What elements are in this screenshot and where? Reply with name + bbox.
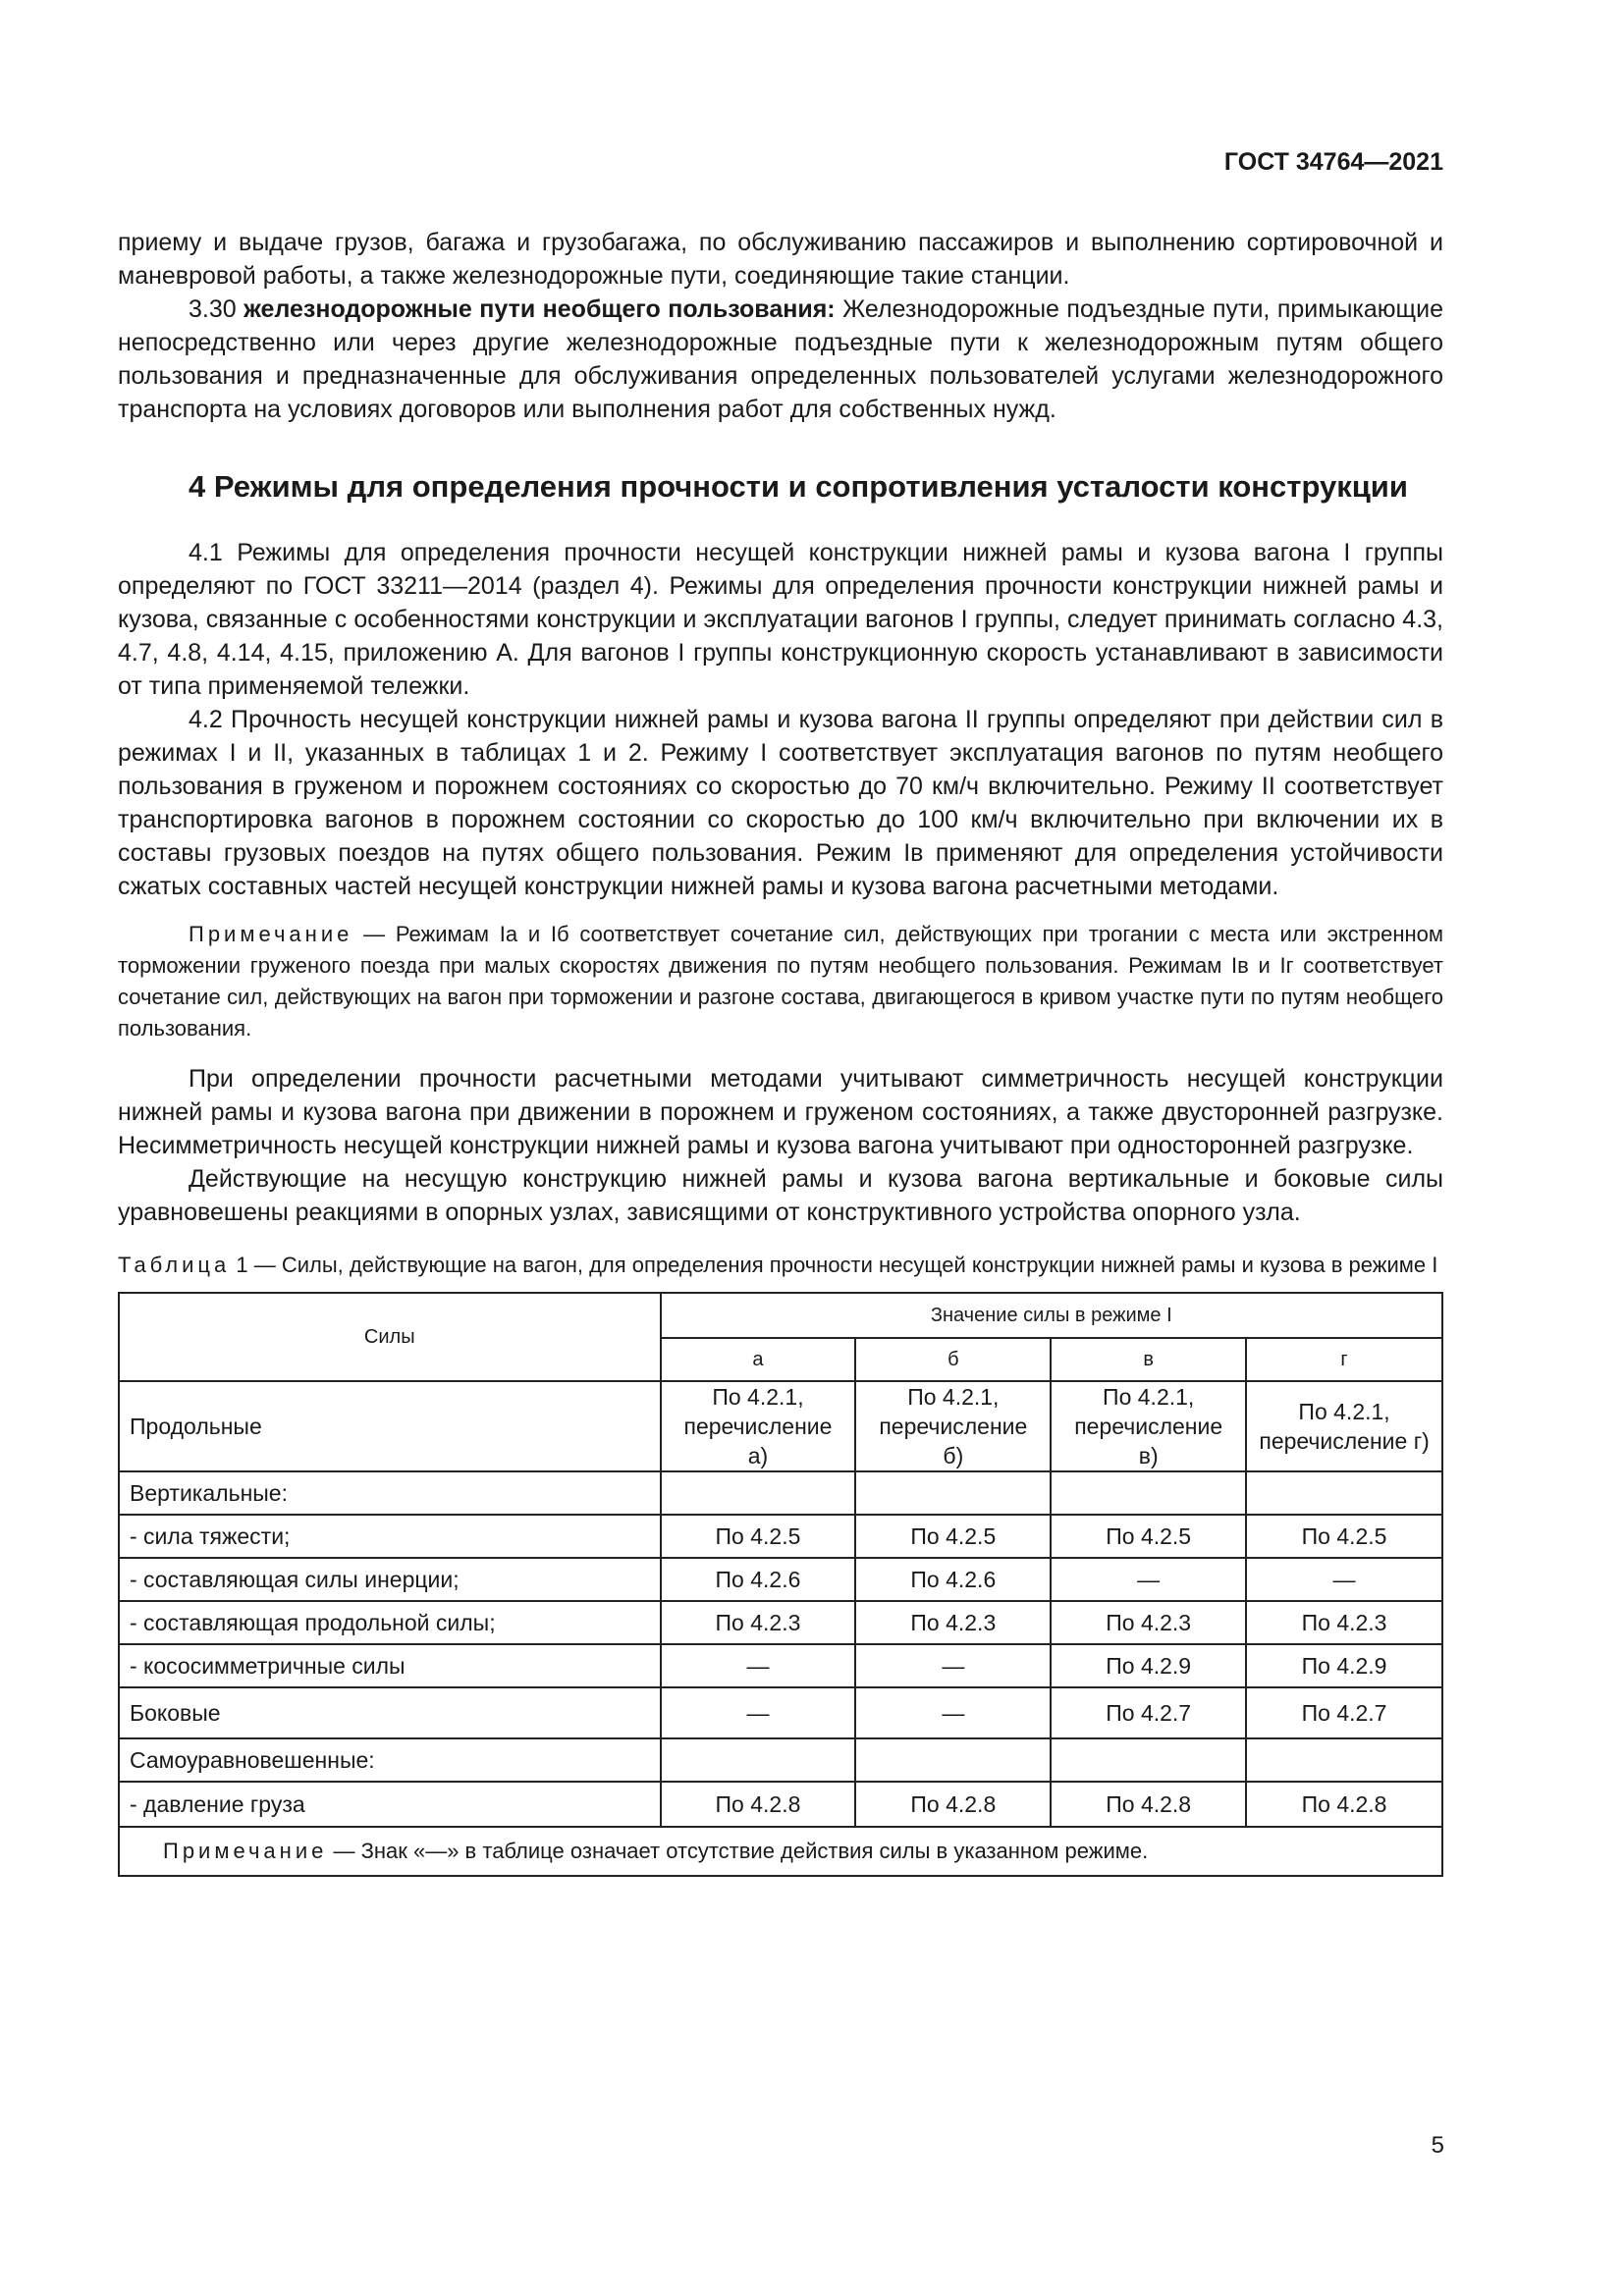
table-row (119, 1558, 1442, 1601)
header-mode-a: а (661, 1338, 856, 1381)
cell: — (1051, 1558, 1246, 1601)
cell: По 4.2.8 (1246, 1782, 1442, 1827)
paragraph-continuation: приему и выдаче грузов, багажа и грузобагажа, по обслуживанию пассажиров и выполнению сортировочной и маневровой работы, а также железнодорожные пути, соединяющие такие станции. (118, 229, 1443, 290)
header-value: Значение силы в режиме I (661, 1293, 1442, 1338)
cell: По 4.2.3 (661, 1601, 856, 1644)
table-row (119, 1601, 1442, 1644)
header-mode-v: в (1051, 1338, 1246, 1381)
table-row (119, 1381, 1442, 1471)
cell: — (661, 1644, 856, 1687)
cell: По 4.2.3 (855, 1601, 1051, 1644)
paragraph-4-1: 4.1 Режимы для определения прочности несущей конструкции нижней рамы и кузова вагона I группы определяют по ГОСТ 33211—2014 (раздел 4). Режимы для определения прочности конструкции нижней рамы и кузова, связанные с особенностями конструкции и эксплуатации вагонов I группы, следует принимать согласно 4.3, 4.7, 4.8, 4.14, 4.15, приложению А. Для вагонов I группы конструкционную скорость устанавливают в зависимости от типа применяемой тележки. (118, 539, 1443, 700)
cell: По 4.2.5 (1246, 1515, 1442, 1558)
row-label: - сила тяжести; (119, 1515, 661, 1558)
cell: По 4.2.3 (1051, 1601, 1246, 1644)
cell: — (1246, 1558, 1442, 1601)
cell: По 4.2.6 (855, 1558, 1051, 1601)
row-label: Боковые (119, 1687, 661, 1738)
table-caption-label: Таблица (118, 1253, 231, 1277)
header-mode-g: г (1246, 1338, 1442, 1381)
definition-term: железнодорожные пути необщего пользования: (244, 295, 836, 323)
table-note (119, 1827, 1442, 1876)
table-note-row (119, 1827, 1442, 1876)
header-forces: Силы (119, 1293, 661, 1381)
row-group-label: Самоуравновешенные: (119, 1738, 661, 1782)
cell: По 4.2.1, перечисление а) (661, 1381, 856, 1471)
standard-header: ГОСТ 34764—2021 (1223, 148, 1443, 176)
paragraph-symmetry: При определении прочности расчетными методами учитывают симметричность несущей конструкции нижней рамы и кузова вагона при движении в порожнем и груженом состояниях, а также двусторонней разгрузке. Несимметричность несущей конструкции нижней рамы и кузова вагона учитывают при односторонней разгрузке. (118, 1065, 1443, 1159)
cell: По 4.2.5 (855, 1515, 1051, 1558)
table-caption (118, 1251, 1443, 1280)
row-label: - составляющая продольной силы; (119, 1601, 661, 1644)
note (118, 919, 1443, 1044)
cell: По 4.2.1, перечисление в) (1051, 1381, 1246, 1471)
row-group-label: Вертикальные: (119, 1471, 661, 1515)
table-row (119, 1515, 1442, 1558)
cell: По 4.2.3 (1246, 1601, 1442, 1644)
cell: По 4.2.9 (1051, 1644, 1246, 1687)
table-row (119, 1687, 1442, 1738)
row-label: - кососимметричные силы (119, 1644, 661, 1687)
cell: По 4.2.9 (1246, 1644, 1442, 1687)
page-content (118, 226, 1443, 1877)
cell: По 4.2.1, перечисление г) (1246, 1381, 1442, 1471)
cell: — (855, 1644, 1051, 1687)
table-row (119, 1738, 1442, 1782)
cell: По 4.2.8 (855, 1782, 1051, 1827)
definition-text: Железнодорожные подъездные пути, примыкающие непосредственно или через другие железнодорожные подъездные пути к железнодорожным путям общего пользования и предназначенные для обслуживания определенных пользователей услугами железнодорожного транспорта на условиях договоров или выполнения работ для собственных нужд. (118, 295, 1443, 423)
section-title: 4 Режимы для определения прочности и сопротивления усталости конструкции (189, 469, 1408, 504)
forces-table (118, 1292, 1443, 1877)
cell: — (855, 1687, 1051, 1738)
cell: По 4.2.7 (1246, 1687, 1442, 1738)
table-row (119, 1644, 1442, 1687)
note-label: Примечание (189, 922, 353, 946)
row-label: - давление груза (119, 1782, 661, 1827)
cell: По 4.2.5 (661, 1515, 856, 1558)
table-note-text: — Знак «—» в таблице означает отсутствие действия силы в указанном режиме. (327, 1839, 1149, 1863)
paragraph-4-2: 4.2 Прочность несущей конструкции нижней рамы и кузова вагона II группы определяют при действии сил в режимах I и II, указанных в таблицах 1 и 2. Режиму I соответствует эксплуатация вагонов по путям необщего пользования в груженом и порожнем состояниях со скоростью до 70 км/ч включительно. Режиму II соответствует транспортировка вагонов в порожнем состоянии со скоростью до 100 км/ч включительно при включении их в составы грузовых поездов на путях общего пользования. Режим Iв применяют для определения устойчивости сжатых составных частей несущей конструкции нижней рамы и кузова вагона расчетными методами. (118, 706, 1443, 900)
table-row (119, 1782, 1442, 1827)
cell: По 4.2.6 (661, 1558, 856, 1601)
row-label: - составляющая силы инерции; (119, 1558, 661, 1601)
table-row (119, 1471, 1442, 1515)
cell: По 4.2.8 (661, 1782, 856, 1827)
cell: — (661, 1687, 856, 1738)
table-note-label: Примечание (163, 1839, 328, 1863)
cell: По 4.2.7 (1051, 1687, 1246, 1738)
definition-3-30 (118, 293, 1443, 426)
paragraph-forces: Действующие на несущую конструкцию нижней рамы и кузова вагона вертикальные и боковые силы уравновешены реакциями в опорных узлах, зависящими от конструктивного устройства опорного узла. (118, 1165, 1443, 1226)
page-number: 5 (1431, 2132, 1444, 2159)
definition-number: 3.30 (189, 295, 237, 323)
cell: По 4.2.5 (1051, 1515, 1246, 1558)
cell: По 4.2.1, перечисление б) (855, 1381, 1051, 1471)
header-mode-b: б (855, 1338, 1051, 1381)
table-caption-text: 1 — Силы, действующие на вагон, для определения прочности несущей конструкции нижней рамы и кузова в режиме I (230, 1253, 1438, 1277)
row-label: Продольные (119, 1381, 661, 1471)
cell: По 4.2.8 (1051, 1782, 1246, 1827)
note-text: — Режимам Iа и Iб соответствует сочетание сил, действующих при трогании с места или экстренном торможении груженого поезда при малых скоростях движения по путям необщего пользования. Режимам Iв и Iг соответствует сочетание сил, действующих на вагон при торможении и разгоне состава, двигающегося в кривом участке пути по путям необщего пользования. (118, 922, 1443, 1041)
